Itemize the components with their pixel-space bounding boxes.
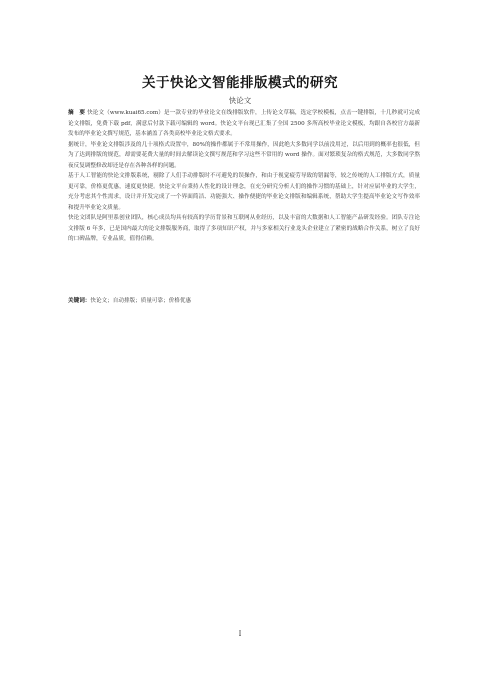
keywords-label: 关键词： [68,298,91,304]
abstract-paragraph-text: 快论文（www.kuai65.com）是一款专业的毕业论文在线排版软件，上传论文草稿，选定学校模板，点击一键排版，十几秒就可完成论文排版，免费下载 pdf，满意后付款下载可编辑的 word。快论文平台现已汇集了全国 2500 多所高校毕业论文模板，均跟自各校官方最新发布的毕业论文撰写规范，基本涵盖了各类高校毕业论文格式要求。 [68,110,420,137]
author-name: 快论文 [228,96,252,105]
abstract-paragraph-2: 据统计，毕业论文排版涉及的几十项格式设置中，80%的操作都属于不常用操作，因此绝大多数同学以前没用过，以后用到的概率也很低，但为了达到排版的规范，却需要花费大量的时间去解读论文撰写规范和学习这些不常用的 word 操作。面对繁琐复杂的格式规范，大多数同学熬夜反复调整修改却还是存在各种各样的问题。 [68,141,420,169]
keywords-line [68,296,420,306]
page-number: I [238,630,242,638]
abstract-paragraph-4: 快论文团队是阿里系创业团队，核心成员均具有较高的学历背景和互联网从业经历，以及丰富的大数据和人工智能产品研发经验。团队专注论文排版 6 年多，已是国内最大的论文排版服务商，取得了多项知识产权，并与多家相关行业龙头企业建立了紧密的战略合作关系，树立了良好的口碑品牌，专业品质，值得信赖。 [68,215,420,242]
abstract-body [68,108,420,245]
abstract-paragraph-3: 基于人工智能的快论文排版系统，剔除了人们手动排版时不可避免的误操作，和由于视觉疲劳导致的错漏等，较之传统的人工排版方式，质量更可靠，价格更优惠，速度更快捷。快论文平台秉持人性化的设计理念，在充分研究分析人们的操作习惯的基础上，针对应届毕业的大学生，充分考虑其个性需求，设计并开发完成了一个界面简洁、功能强大、操作便捷的毕业论文排版和编辑系统，帮助大学生提高毕业论文写作效率和提升毕业论文质量。 [68,173,420,211]
abstract-label: 摘 要 [68,110,86,116]
keywords-text: 快论文；自动排版；质量可靠；价格优惠 [90,298,192,304]
paper-title: 关于快论文智能排版模式的研究 [142,75,338,91]
abstract-paragraph-1 [68,108,420,140]
